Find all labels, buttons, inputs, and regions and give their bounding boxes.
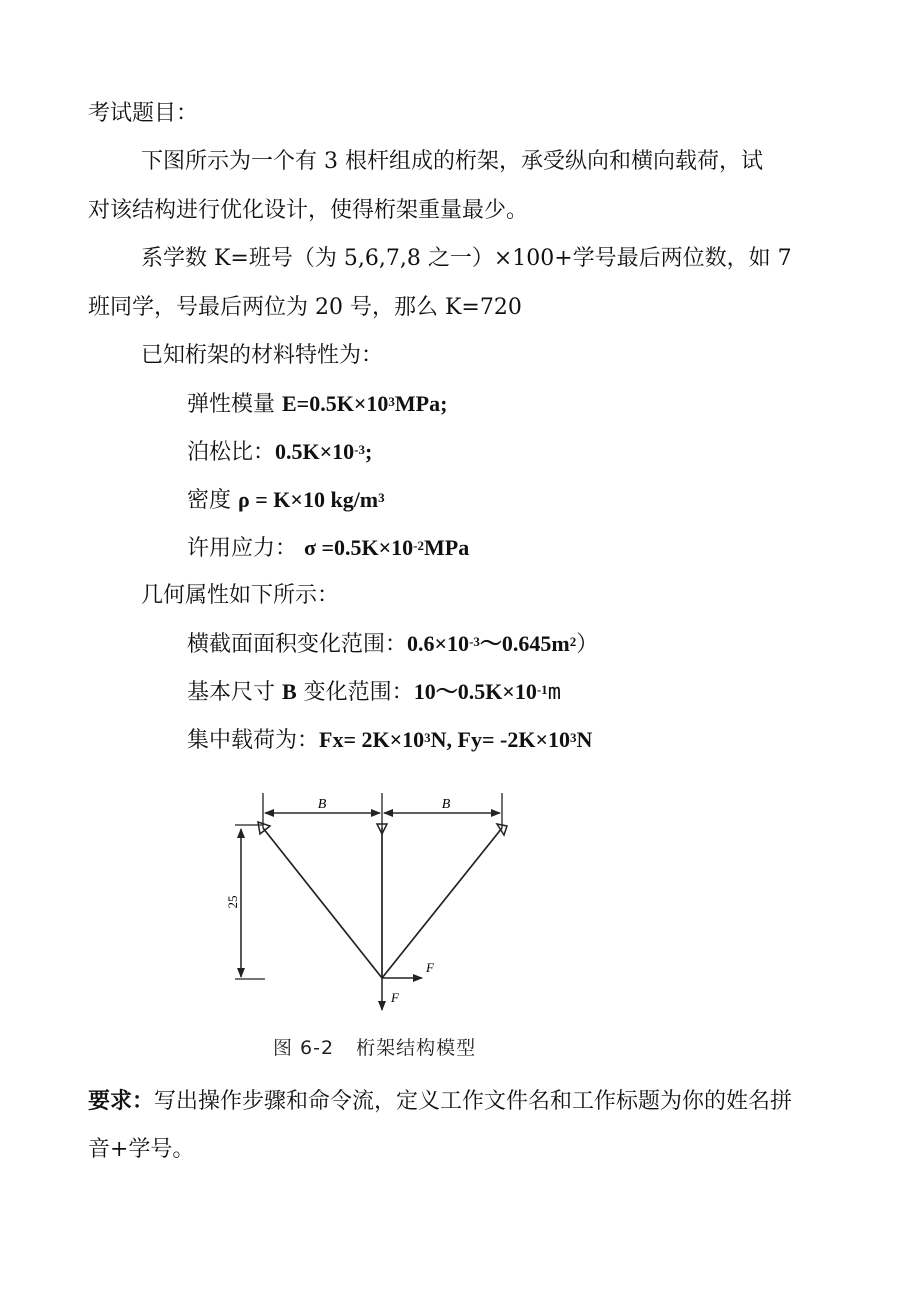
force-y-label: F: [391, 990, 399, 1005]
elastic-modulus: 弹性模量 $E=0.5K\times 10^3MPa$;: [187, 391, 448, 417]
intro-line-1: 下图所示为一个有 3 根杆组成的桁架，承受纵向和横向载荷，试: [141, 149, 763, 174]
intro-line-2: 对该结构进行优化设计，使得桁架重量最少。: [88, 198, 529, 223]
k-def-line-2: 班同学，号最后两位为 20 号，那么 K=720: [88, 295, 522, 320]
density: 密度 ρ = K×10 $kg/m^3$: [187, 487, 385, 513]
figure-caption: 图 6-2 桁架结构模型: [273, 1037, 477, 1059]
dim-b-right-label: B: [441, 797, 451, 812]
requirement-line-1: 要求：写出操作步骤和命令流，定义工作文件名和工作标题为你的姓名拼: [88, 1089, 793, 1114]
requirement-line-2: 音+学号。: [88, 1137, 195, 1162]
geometry-title: 几何属性如下所示：: [141, 583, 340, 608]
truss-diagram: [225, 788, 525, 1028]
base-size-range: 基本尺寸 B 变化范围：$10\sim 0.5K\times 10^{-1}m$: [187, 679, 561, 705]
concentrated-load: 集中载荷为：$Fx= 2K\times 10^3N$, $Fy= -2K\times 10^3N$: [187, 727, 593, 753]
material-title: 已知桁架的材料特性为：: [141, 343, 384, 368]
k-def-line-1: 系学数 K=班号（为 5,6,7,8 之一）×100+学号最后两位数，如 7: [141, 246, 792, 271]
force-arrows: [382, 978, 422, 1010]
heading: 考试题目：: [88, 101, 199, 126]
dimension-b-lines: [263, 793, 502, 828]
area-range: 横截面面积变化范围：$0.6\times 10^{-3}\sim 0.645m^2$）: [187, 631, 599, 657]
dim-b-left-label: B: [317, 797, 327, 812]
allowable-stress: 许用应力： $\sigma =0.5K\times 10^{-2}MPa$: [187, 535, 470, 561]
force-x-label: F: [426, 960, 434, 975]
truss-members: [263, 828, 502, 978]
poisson-ratio: 泊松比：$0.5K\times 10^{-3}$;: [187, 439, 373, 465]
dim-height-label: 25: [225, 895, 240, 909]
